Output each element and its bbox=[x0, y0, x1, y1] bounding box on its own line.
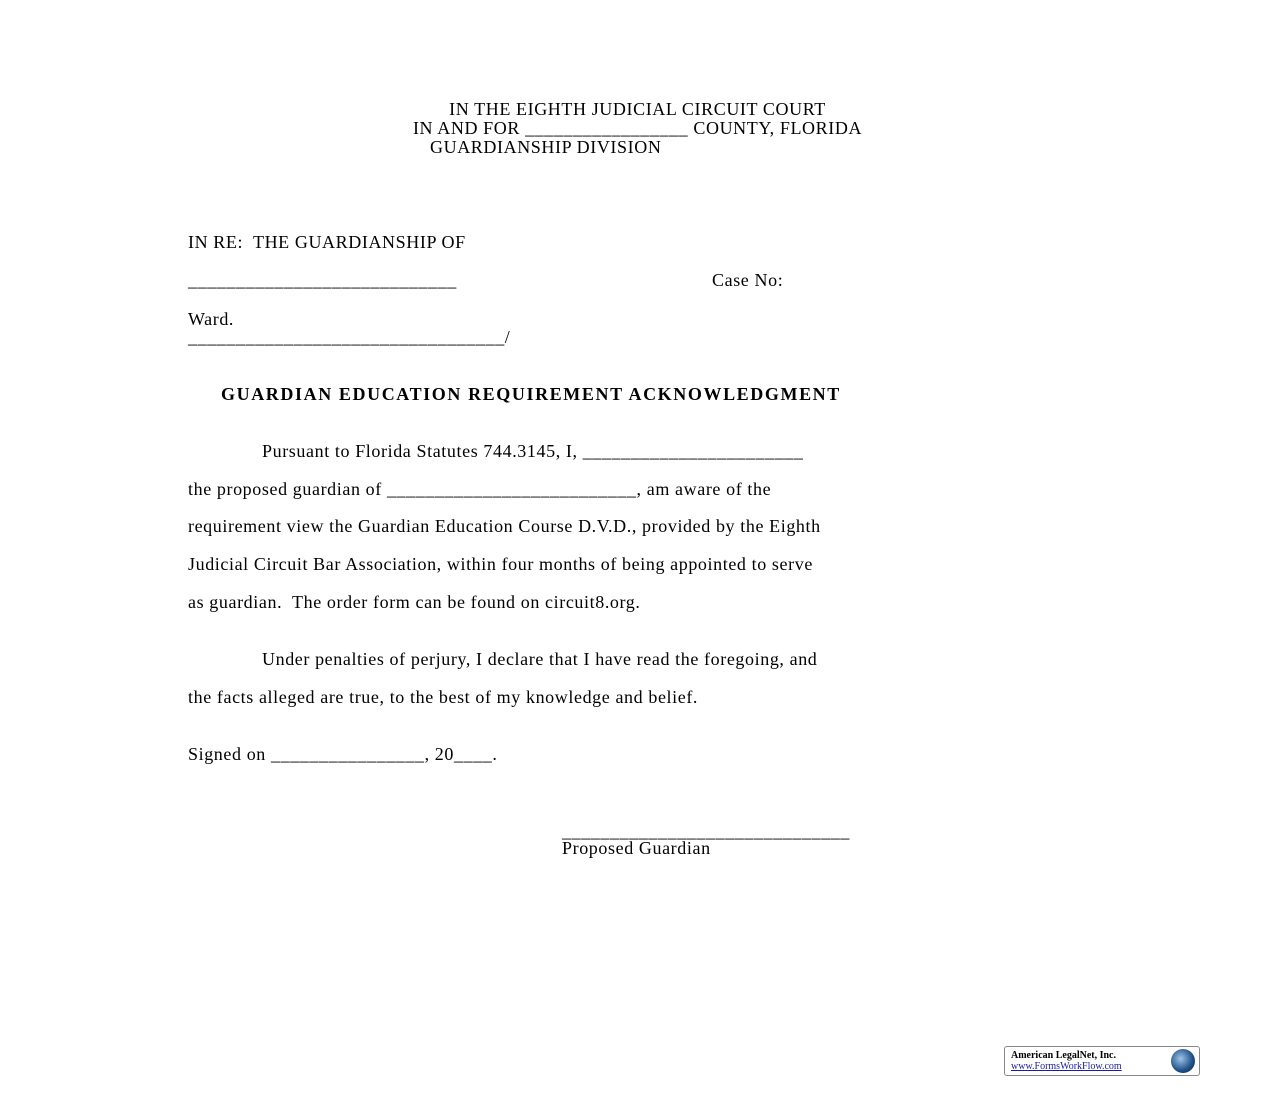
court-header-line3: GUARDIANSHIP DIVISION bbox=[430, 137, 662, 157]
ward-label: Ward. bbox=[188, 309, 235, 329]
logo-company-name: American LegalNet, Inc. bbox=[1011, 1050, 1116, 1061]
document-title: GUARDIAN EDUCATION REQUIREMENT ACKNOWLEDGMENT bbox=[221, 384, 841, 404]
paragraph1-line: requirement view the Guardian Education Course D.V.D., provided by the Eighth bbox=[188, 516, 821, 536]
paragraph2-line: the facts alleged are true, to the best of my knowledge and belief. bbox=[188, 687, 699, 707]
paragraph1-line: Pursuant to Florida Statutes 744.3145, I, _______________________ bbox=[262, 441, 804, 461]
court-header-line2: IN AND FOR _________________ COUNTY, FLORIDA bbox=[412, 118, 863, 138]
globe-icon bbox=[1171, 1049, 1195, 1073]
ward-name-blank: ____________________________ bbox=[188, 270, 457, 290]
logo-url-link[interactable]: www.FormsWorkFlow.com bbox=[1011, 1061, 1122, 1072]
signature-line: ______________________________ bbox=[562, 821, 850, 841]
caption-end-line: _________________________________/ bbox=[188, 327, 511, 347]
paragraph1-line: the proposed guardian of __________________________, am aware of the bbox=[188, 479, 772, 499]
paragraph2-line: Under penalties of perjury, I declare that I have read the foregoing, and bbox=[262, 649, 818, 669]
in-re-label: IN RE: THE GUARDIANSHIP OF bbox=[188, 232, 466, 252]
case-no-label: Case No: bbox=[712, 270, 784, 290]
american-legalnet-logo bbox=[1004, 1046, 1200, 1076]
paragraph1-line: as guardian. The order form can be found on circuit8.org. bbox=[188, 592, 641, 612]
court-header-line1: IN THE EIGHTH JUDICIAL CIRCUIT COURT bbox=[449, 99, 826, 119]
signed-on-line: Signed on ________________, 20____. bbox=[188, 744, 498, 764]
signature-label: Proposed Guardian bbox=[562, 838, 711, 858]
paragraph1-line: Judicial Circuit Bar Association, within four months of being appointed to serve bbox=[188, 554, 813, 574]
